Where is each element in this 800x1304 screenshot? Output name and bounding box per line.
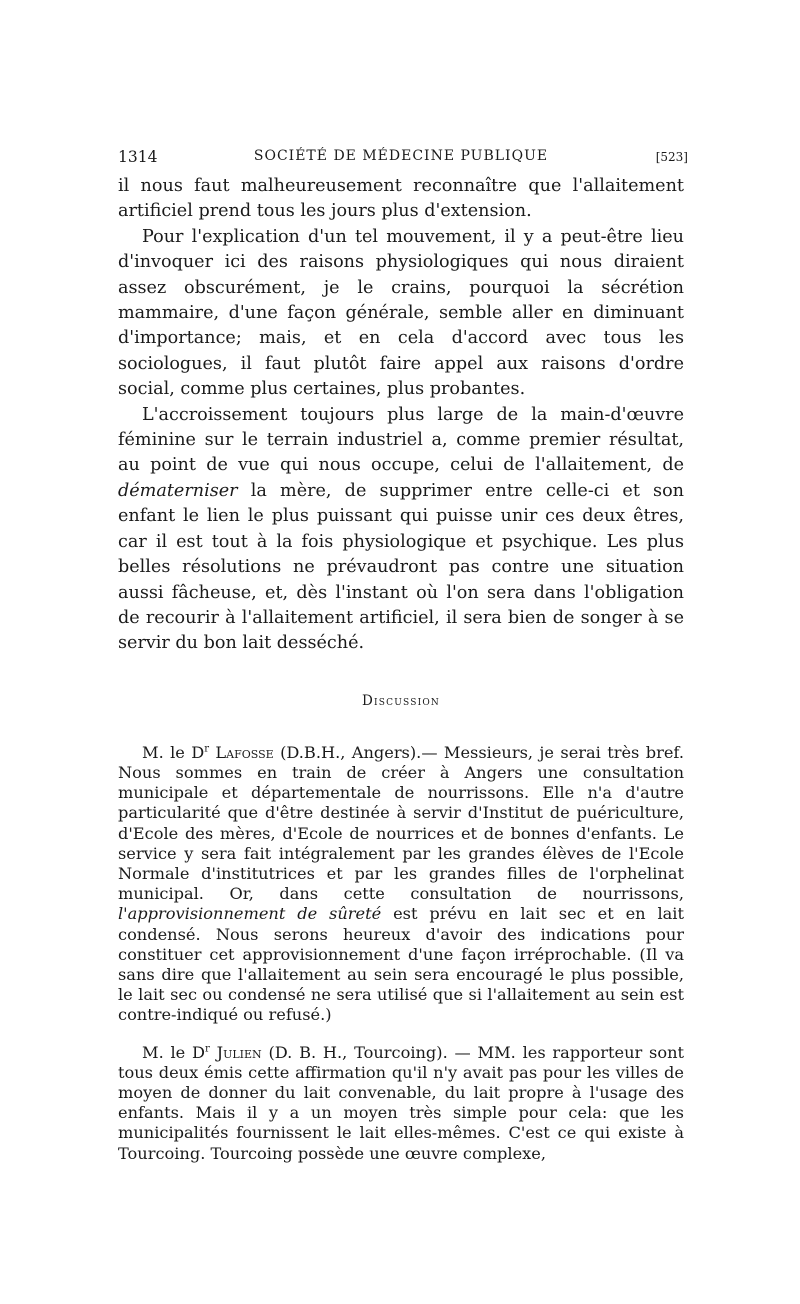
report-body: [118, 174, 684, 657]
entry-text-part-2: est prévu en lait sec et en lait condensé. Nous serons heureux d'avoir des indications pour constituer cet approvisionnement d'une façon irréprochable. (Il va sans dire que l'allaitement au sein sera encouragé le plus possible, le lait sec ou condensé ne sera utilisé que si l'allaitement au sein est contre-indiqué ou refusé.): [118, 904, 684, 1025]
discussion-section: [118, 743, 684, 1164]
bracket-page-number: [523]: [655, 150, 688, 164]
speaker-title-superscript: r: [205, 1043, 210, 1055]
speaker-prefix: M. le D: [142, 742, 205, 762]
discussion-entry-julien: [118, 1043, 684, 1164]
paragraph-3-part-2: la mère, de supprimer entre celle-ci et son enfant le lien le plus puissant qui puisse unir ces deux êtres, car il est tout à la fois physiologique et psychique. Les plus belles résolutions ne prévaudront pas contre une situation aussi fâcheuse, et, dès l'instant où l'on sera dans l'obligation de recourir à l'allaitement artificiel, il sera bien de songer à se servir du bon lait desséché.: [118, 480, 685, 654]
running-title: SOCIÉTÉ DE MÉDECINE PUBLIQUE: [253, 148, 549, 164]
page-header: [118, 140, 688, 174]
book-page: [118, 140, 688, 1164]
speaker-prefix: M. le D: [142, 1042, 206, 1062]
speaker-title-superscript: r: [204, 743, 210, 755]
paragraph-2: Pour l'explication d'un tel mouvement, il y a peut-être lieu d'invoquer ici des raisons physiologiques qui nous diraient assez obscurément, je le crains, pourquoi la sécrétion mammaire, d'une façon générale, semble aller en diminuant d'importance; mais, et en cela d'accord avec tous les sociologues, il faut plutôt faire appel aux raisons d'ordre social, comme plus certaines, plus probantes.: [118, 226, 684, 400]
speaker-affiliation: (D. B. H., Tourcoing). —: [268, 1042, 478, 1062]
speaker-affiliation: (D.B.H., Angers).—: [280, 742, 444, 762]
paragraph-3-part-1: L'accroissement toujours plus large de la main-d'œuvre féminine sur le terrain industriel a, comme premier résultat, au point de vue qui nous occupe, celui de l'allaitement, de: [118, 404, 684, 476]
paragraph-1: il nous faut malheureusement reconnaître que l'allaitement artificiel prend tous les jours plus d'extension.: [118, 176, 684, 222]
entry-text-part-1: Messieurs, je serai très bref. Nous sommes en train de créer à Angers une consultation municipale et départementale de nourrissons. Elle n'a d'autre particularité que d'être destinée à servir d'Institut de puériculture, d'Ecole des mères, d'Ecole de nourrices et de bonnes d'enfants. Le service y sera fait intégralement par les grandes élèves de l'Ecole Normale d'institutrices et par les grandes filles de l'orphelinat municipal. Or, dans cette consultation de nourrissons,: [118, 742, 684, 904]
entry-text-italic: l'approvisionnement de sûreté: [118, 904, 382, 924]
page-number: 1314: [118, 148, 158, 166]
speaker-name: Julien: [216, 1042, 262, 1062]
paragraph-3-italic: dématerniser: [118, 480, 238, 501]
speaker-name: Lafosse: [215, 742, 274, 762]
discussion-entry-lafosse: [118, 743, 684, 1026]
entry-text: MM. les rapporteur sont tous deux émis cette affirmation qu'il n'y avait pas pour les villes de moyen de donner du lait convenable, du lait propre à l'usage des enfants. Mais il y a un moyen très simple pour cela: que les municipalités fournissent le lait elles-mêmes. C'est ce qui existe à Tourcoing. Tourcoing possède une œuvre complexe,: [118, 1042, 685, 1163]
discussion-heading: Discussion: [362, 692, 440, 709]
paragraph-3: [118, 403, 684, 657]
